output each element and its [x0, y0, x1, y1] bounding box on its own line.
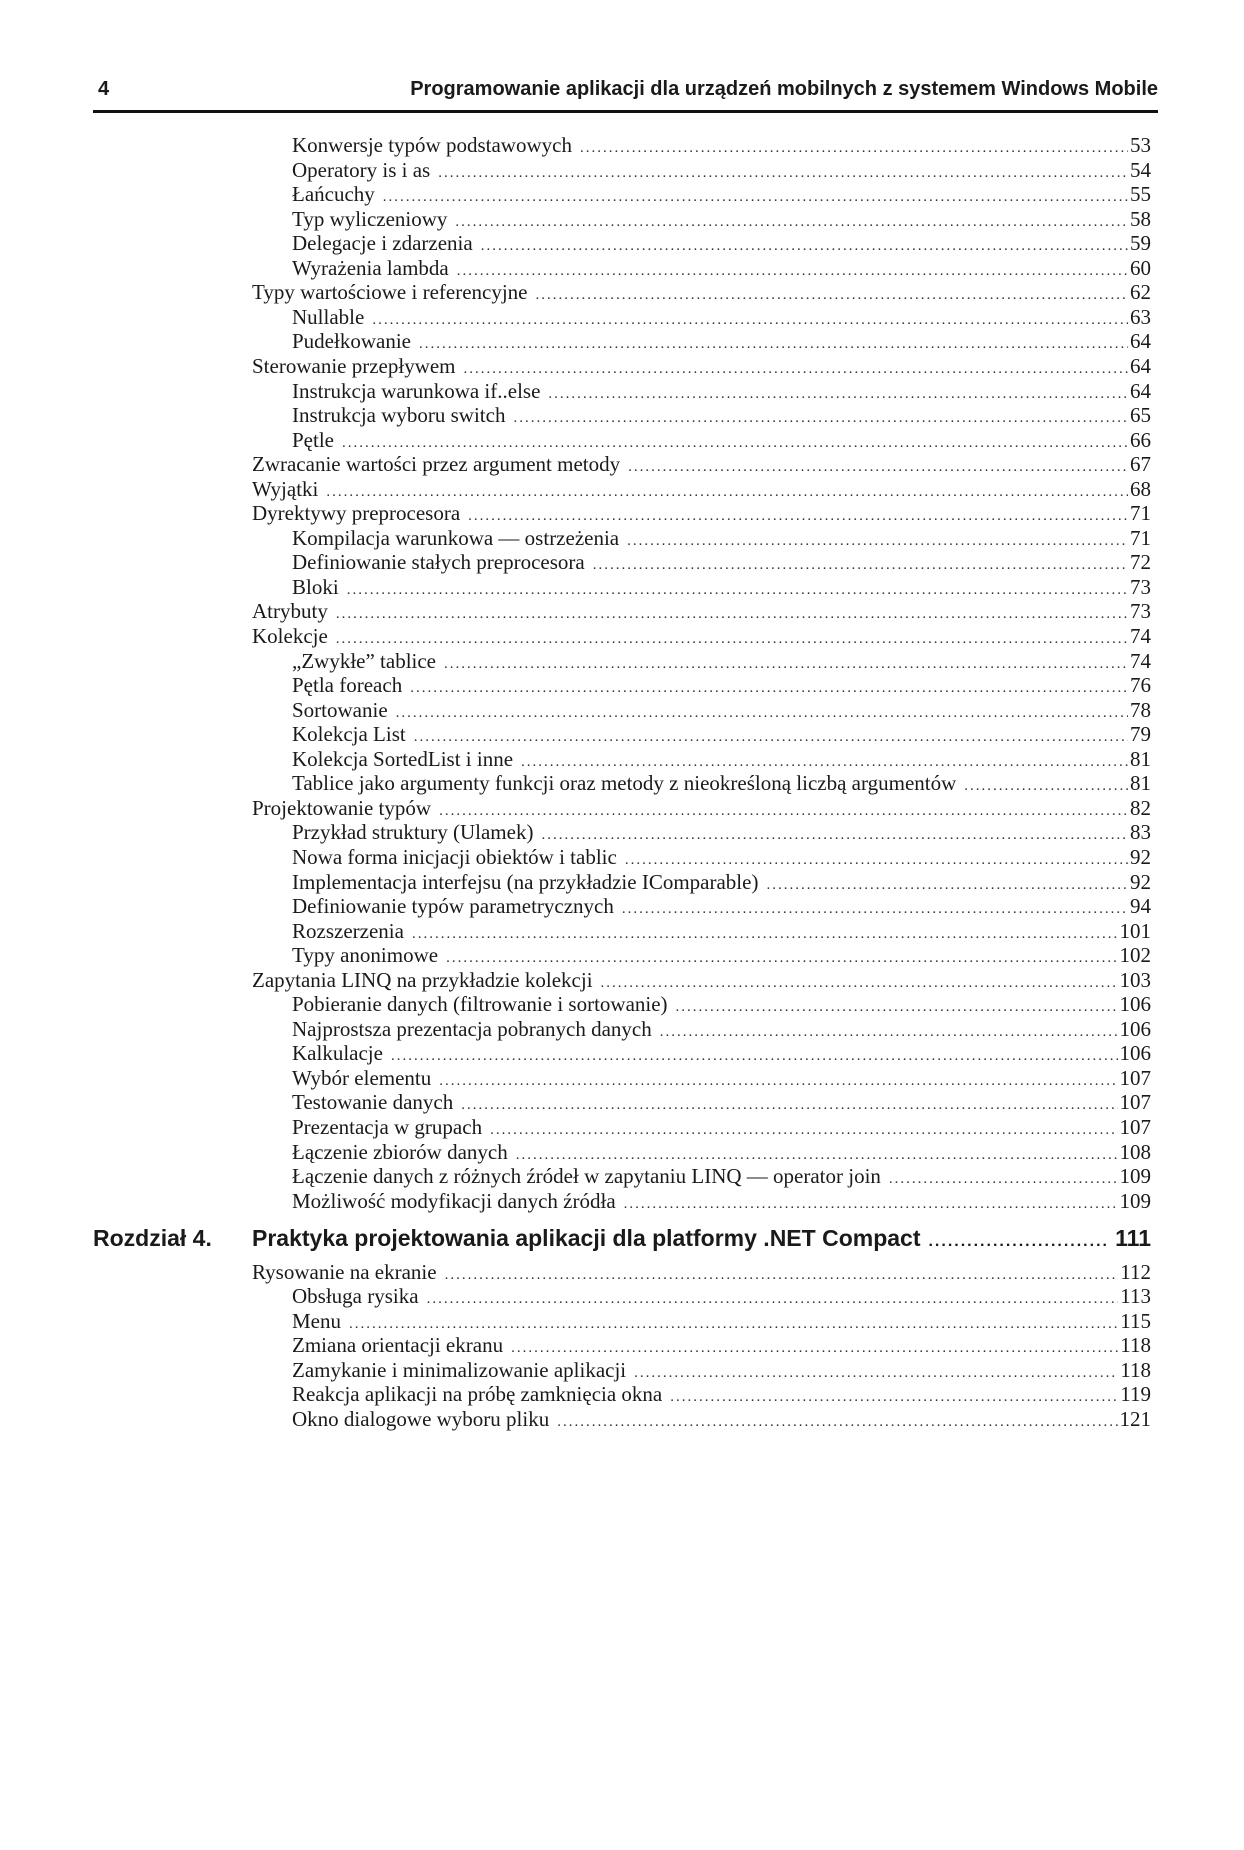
- entry-page-number: 119: [1120, 1382, 1151, 1407]
- entry-title: „Zwykłe” tablice: [292, 648, 437, 673]
- entry-title: Typy wartościowe i referencyjne: [252, 280, 528, 305]
- chapter-heading: [0, 1225, 1244, 1259]
- entry-title: Sterowanie przepływem: [252, 353, 456, 378]
- entry-page-number: 106: [1119, 992, 1151, 1017]
- entry-title: Instrukcja wyboru switch: [292, 403, 506, 428]
- entry-page-number: 73: [1130, 599, 1151, 624]
- entry-page-number: 102: [1119, 943, 1151, 968]
- entry-page-number: 63: [1130, 304, 1151, 329]
- entry-title: Typy anonimowe: [292, 943, 439, 968]
- entry-title: Wyrażenia lambda: [292, 255, 449, 280]
- entry-title: Konwersje typów podstawowych: [292, 133, 572, 157]
- entry-page-number: 81: [1130, 746, 1151, 771]
- entry-page-number: 109: [1119, 1188, 1151, 1213]
- entry-page-number: 68: [1130, 476, 1151, 501]
- entry-title: Zamykanie i minimalizowanie aplikacji: [292, 1357, 627, 1382]
- entry-page-number: 82: [1130, 795, 1151, 820]
- entry-title: Prezentacja w grupach: [292, 1115, 483, 1139]
- entry-page-number: 59: [1130, 231, 1151, 256]
- entry-page-number: 64: [1130, 329, 1151, 354]
- entry-title: Wybór elementu: [292, 1065, 432, 1090]
- entry-title: Zmiana orientacji ekranu: [292, 1333, 504, 1358]
- entry-title: Najprostsza prezentacja pobranych danych: [292, 1016, 652, 1041]
- entry-title: Dyrektywy preprocesora: [252, 501, 461, 526]
- entry-page-number: 58: [1130, 206, 1151, 231]
- entry-page-number: 74: [1130, 648, 1151, 673]
- entry-title: Instrukcja warunkowa if..else: [292, 378, 541, 403]
- entry-title: Nullable: [292, 304, 365, 329]
- entry-page-number: 81: [1130, 771, 1151, 796]
- entry-title: Rysowanie na ekranie: [252, 1259, 437, 1284]
- entry-title: Zapytania LINQ na przykładzie kolekcji: [252, 967, 593, 992]
- entry-title: Kompilacja warunkowa — ostrzeżenia: [292, 525, 620, 550]
- entry-title: Definiowanie typów parametrycznych: [292, 894, 614, 919]
- entry-title: Atrybuty: [252, 599, 328, 624]
- entry-title: Pudełkowanie: [292, 329, 411, 354]
- entry-title: Typ wyliczeniowy: [292, 206, 448, 231]
- entry-page-number: 54: [1130, 157, 1151, 182]
- entry-page-number: 94: [1130, 894, 1151, 919]
- entry-page-number: 64: [1130, 378, 1151, 403]
- entry-title: Tablice jako argumenty funkcji oraz metody z nieokreśloną liczbą argumentów: [292, 771, 957, 796]
- entry-title: Możliwość modyfikacji danych źródła: [292, 1188, 616, 1213]
- entry-title: Menu: [292, 1308, 341, 1333]
- entry-title: Kolekcja List: [292, 722, 406, 747]
- entry-page-number: 107: [1119, 1065, 1151, 1090]
- entry-title: Łączenie zbiorów danych: [292, 1139, 508, 1164]
- chapter-page: 111: [1115, 1224, 1151, 1251]
- running-title: Programowanie aplikacji dla urządzeń mobilnych z systemem Windows Mobile: [410, 78, 1158, 100]
- entry-page-number: 106: [1119, 1016, 1151, 1041]
- entry-title: Delegacje i zdarzenia: [292, 231, 473, 256]
- entry-title: Reakcja aplikacji na próbę zamknięcia okna: [292, 1382, 663, 1407]
- entry-title: Zwracanie wartości przez argument metody: [252, 452, 621, 477]
- toc-subsection-entry: [0, 1187, 1244, 1215]
- entry-title: Operatory is i as: [292, 157, 431, 182]
- entry-page-number: 71: [1130, 525, 1151, 550]
- entry-title: Testowanie danych: [292, 1090, 454, 1115]
- entry-page-number: 107: [1119, 1090, 1151, 1115]
- entry-page-number: 118: [1120, 1357, 1151, 1382]
- entry-title: Kolekcje: [252, 624, 328, 648]
- entry-title: Kolekcja SortedList i inne: [292, 746, 514, 771]
- entry-title: Sortowanie: [292, 697, 388, 722]
- entry-title: Projektowanie typów: [252, 795, 432, 820]
- entry-page-number: 64: [1130, 353, 1151, 378]
- entry-page-number: 108: [1119, 1139, 1151, 1164]
- entry-page-number: 92: [1130, 869, 1151, 894]
- chapter-title: Praktyka projektowania aplikacji dla platformy .NET Compact: [252, 1224, 921, 1251]
- dot-leader: [624, 1190, 1118, 1218]
- toc-subsection-entry: [0, 1405, 1244, 1433]
- entry-page-number: 74: [1130, 624, 1151, 648]
- entry-page-number: 118: [1120, 1333, 1151, 1358]
- entry-page-number: 78: [1130, 697, 1151, 722]
- entry-page-number: 101: [1119, 918, 1151, 943]
- entry-page-number: 66: [1130, 427, 1151, 452]
- entry-page-number: 76: [1130, 673, 1151, 698]
- dot-leader: [557, 1408, 1117, 1436]
- entry-title: Obsługa rysika: [292, 1284, 419, 1309]
- entry-page-number: 71: [1130, 501, 1151, 526]
- entry-title: Implementacja interfejsu (na przykładzie IComparable): [292, 869, 759, 894]
- entry-page-number: 121: [1119, 1406, 1151, 1431]
- entry-page-number: 112: [1120, 1259, 1151, 1284]
- entry-page-number: 109: [1119, 1164, 1151, 1189]
- entry-title: Wyjątki: [252, 476, 319, 501]
- entry-page-number: 65: [1130, 403, 1151, 428]
- entry-title: Pętla foreach: [292, 673, 403, 698]
- entry-title: Łączenie danych z różnych źródeł w zapytaniu LINQ — operator join: [292, 1164, 881, 1189]
- dot-leader: [928, 1233, 1109, 1251]
- entry-title: Pętle: [292, 427, 334, 452]
- entry-page-number: 53: [1130, 133, 1151, 157]
- entry-title: Pobieranie danych (filtrowanie i sortowanie): [292, 992, 668, 1017]
- entry-page-number: 62: [1130, 280, 1151, 305]
- entry-title: Kalkulacje: [292, 1041, 383, 1066]
- entry-page-number: 73: [1130, 574, 1151, 599]
- entry-page-number: 79: [1130, 722, 1151, 747]
- running-header: [93, 74, 1158, 113]
- entry-title: Nowa forma inicjacji obiektów i tablic: [292, 844, 617, 869]
- entry-page-number: 83: [1130, 820, 1151, 845]
- entry-title: Rozszerzenia: [292, 918, 404, 943]
- entry-page-number: 113: [1120, 1284, 1151, 1309]
- entry-page-number: 106: [1119, 1041, 1151, 1066]
- entry-title: Przykład struktury (Ulamek): [292, 820, 534, 845]
- entry-page-number: 55: [1130, 182, 1151, 207]
- entry-title: Łańcuchy: [292, 182, 375, 207]
- entry-title: Okno dialogowe wyboru pliku: [292, 1406, 550, 1431]
- entry-title: Bloki: [292, 574, 339, 599]
- chapter-label: Rozdział 4.: [93, 1224, 212, 1251]
- page-number: 4: [98, 78, 110, 100]
- entry-page-number: 67: [1130, 452, 1151, 477]
- entry-page-number: 103: [1119, 967, 1151, 992]
- entry-page-number: 107: [1119, 1115, 1151, 1139]
- entry-title: Definiowanie stałych preprocesora: [292, 550, 585, 575]
- entry-page-number: 72: [1130, 550, 1151, 575]
- entry-page-number: 92: [1130, 844, 1151, 869]
- entry-page-number: 60: [1130, 255, 1151, 280]
- entry-page-number: 115: [1120, 1308, 1151, 1333]
